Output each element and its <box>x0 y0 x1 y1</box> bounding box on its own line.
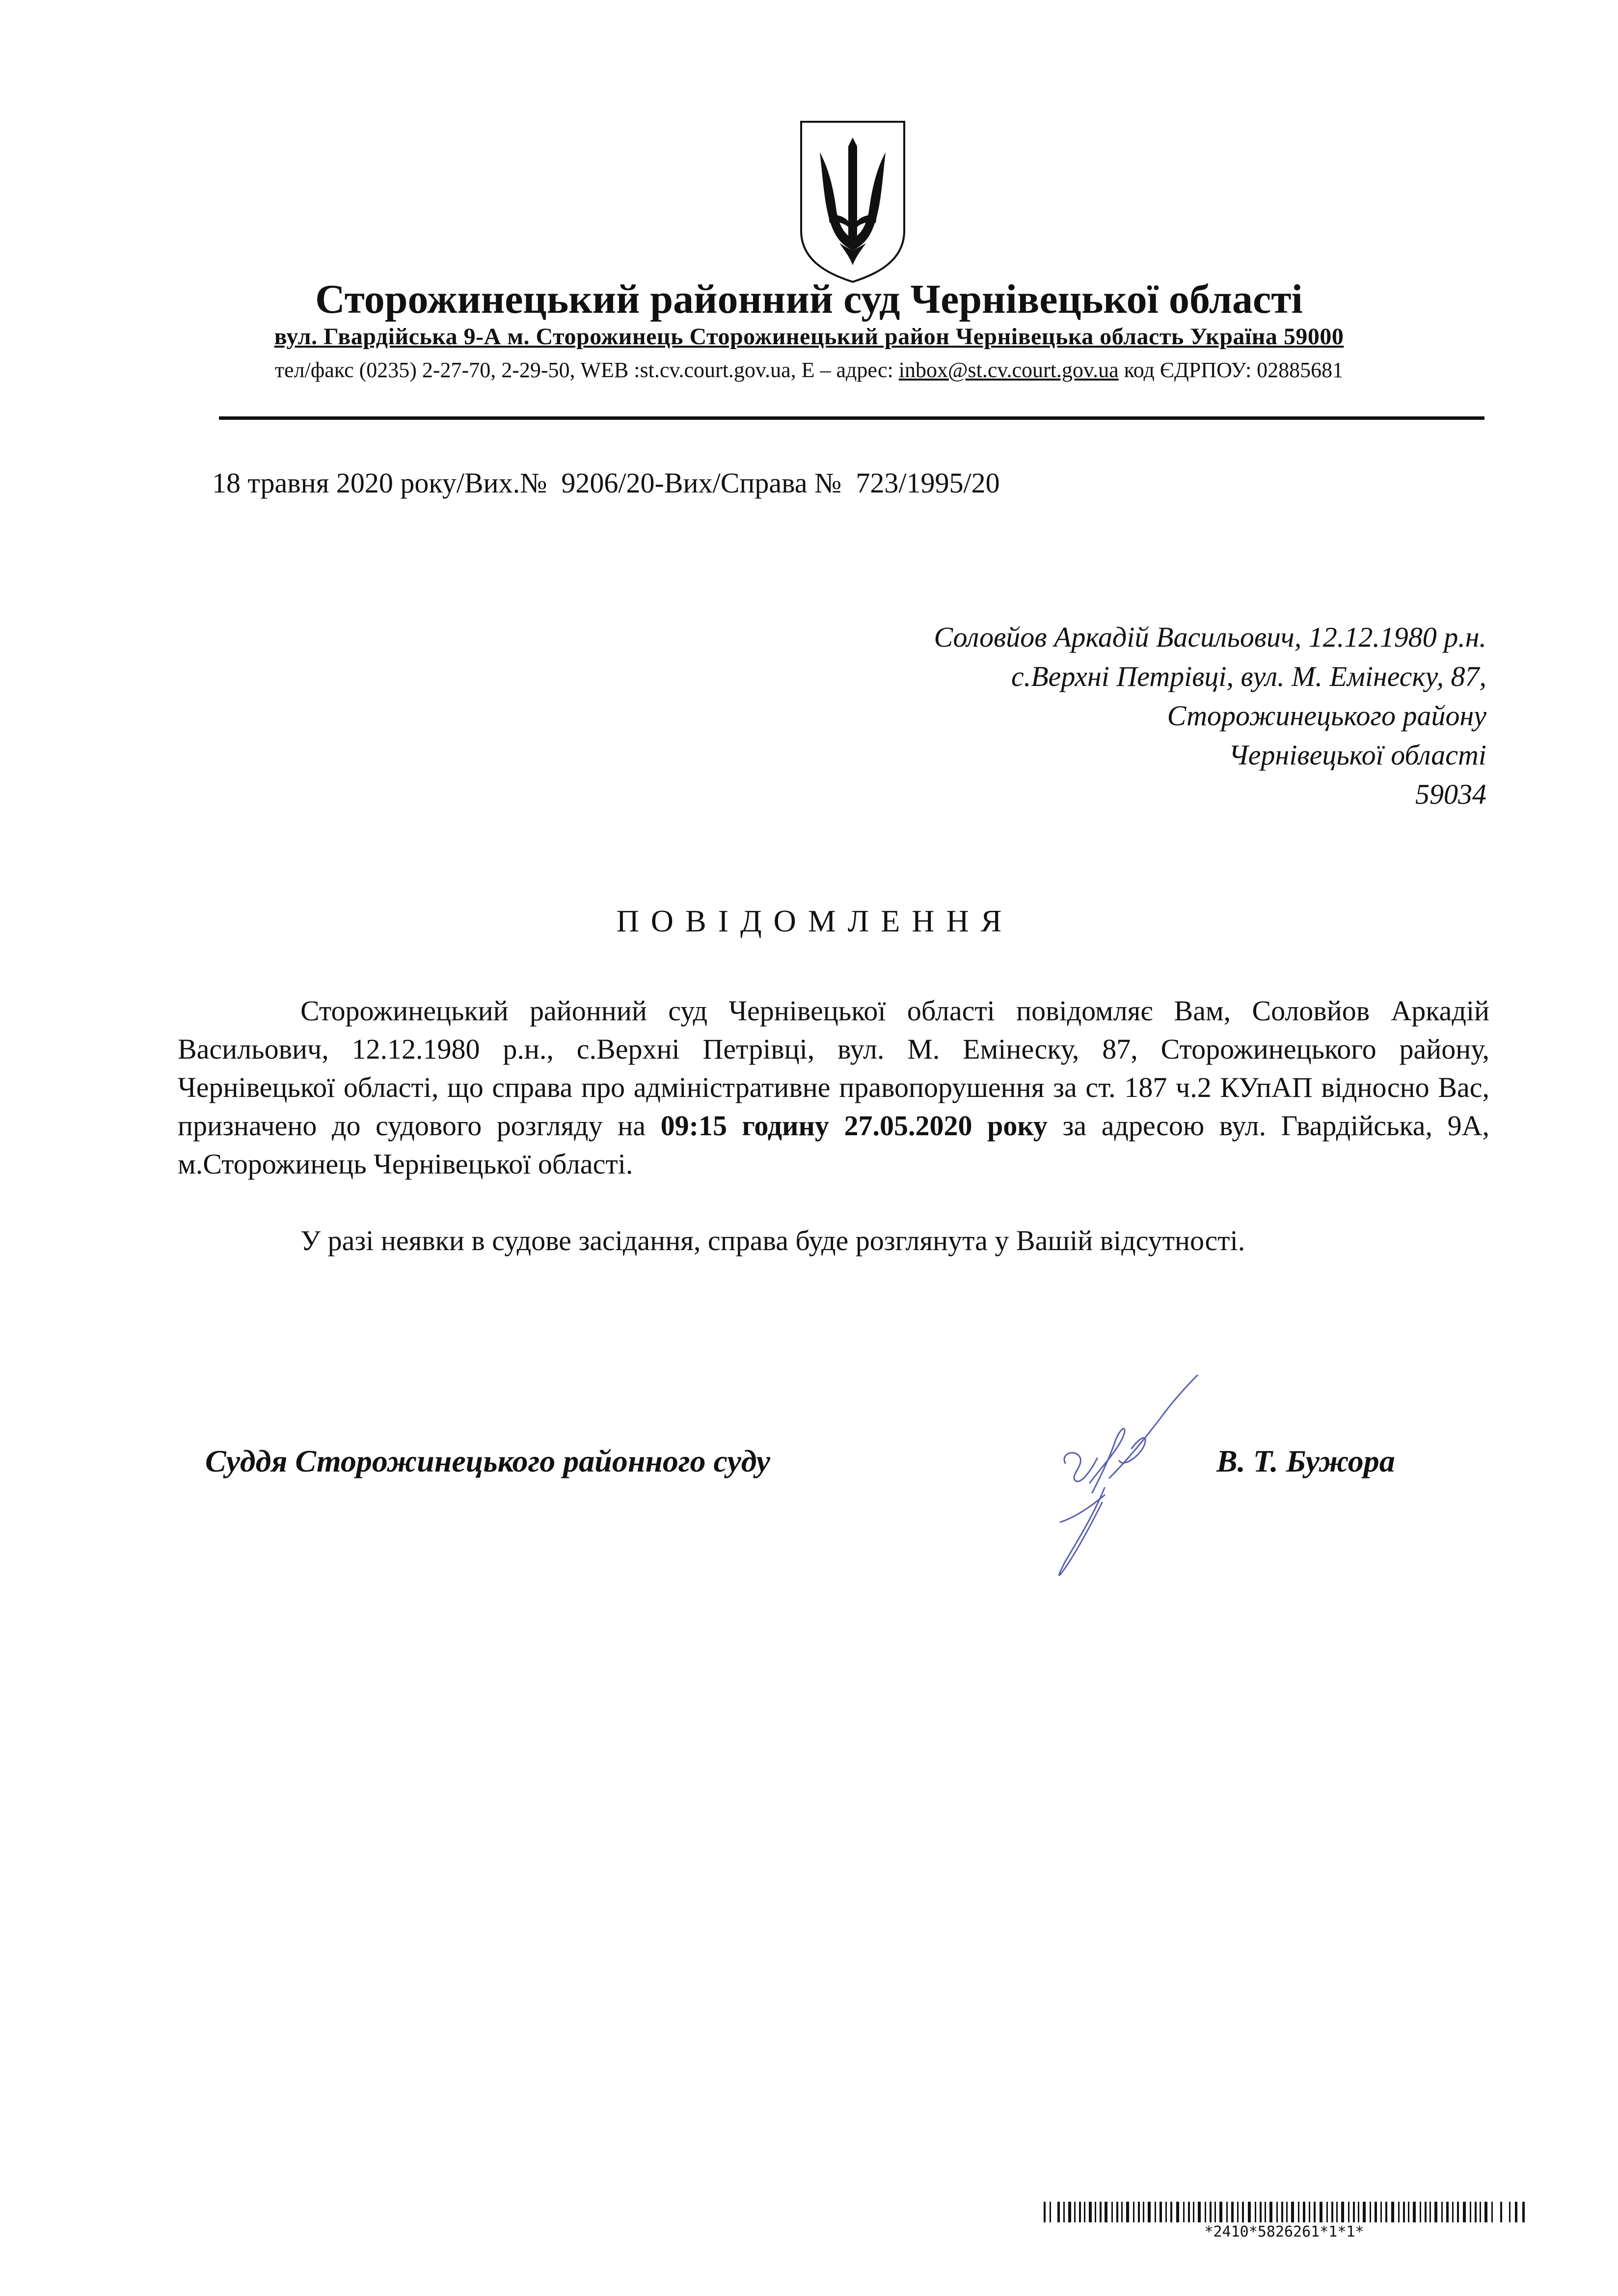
body-text-start: Сторожинецький районний суд Чернівецької області повідомляє Вам, Соловйов Аркадій Васильович, 12.12.1980 р.н., с.Верхні Петрівці, вул. М. Емінеску, 87, Сторожинецького району, Чернівецької області, що справа про адміністративне правопорушення за ст. 187 ч.2 КУпАП відносно Вас, призначено до судового розгляду на <box>178 995 1489 1142</box>
addressee-line: Чернівецької області <box>1228 739 1486 771</box>
trident-coat-of-arms-icon <box>794 118 911 285</box>
court-address: вул. Гвардійська 9-А м. Сторожинець Сторожинецький район Чернівецька область Україна 59000 <box>274 324 1344 350</box>
document-title: ПОВІДОМЛЕННЯ <box>616 903 1014 938</box>
body-text-end: за адресою вул. Гвардійська, 9А, м.Сторожинець Чернівецької області. <box>178 1110 1489 1180</box>
body-paragraph <box>178 992 1489 1183</box>
addressee-block <box>652 618 1486 814</box>
addressee-line: Сторожинецького району <box>1167 700 1486 732</box>
body-paragraph: У разі неявки в судове засідання, справа буде розглянута у Вашій відсутності. <box>300 1225 1245 1257</box>
judge-title: Суддя Сторожинецького районного суду <box>205 1444 771 1478</box>
addressee-line: 59034 <box>1415 778 1486 810</box>
court-name: Сторожинецький районний суд Чернівецької області <box>315 276 1303 322</box>
judge-name: В. Т. Бужора <box>1216 1444 1395 1478</box>
notice-body <box>178 992 1489 1260</box>
barcode-number: *2410*5826261*1*1* <box>1204 2223 1364 2241</box>
reference-line: 18 травня 2020 року/Вих.№ 9206/20-Вих/Справа № 723/1995/20 <box>212 467 1000 499</box>
addressee-line: с.Верхні Петрівці, вул. М. Емінеску, 87, <box>1011 660 1486 692</box>
barcode-image <box>1044 2202 1525 2222</box>
court-email-link[interactable]: inbox@st.cv.court.gov.ua <box>898 358 1119 382</box>
contacts-prefix: тел/факс (0235) 2-27-70, 2-29-50, WEB :st.cv.court.gov.ua, E – адрес: <box>274 358 899 382</box>
contacts-suffix: код ЄДРПОУ: 02885681 <box>1118 358 1344 382</box>
hearing-datetime: 09:15 годину 27.05.2020 року <box>660 1110 1048 1142</box>
court-contacts <box>0 356 1618 384</box>
handwritten-signature <box>992 1375 1267 1591</box>
header-divider <box>219 416 1484 420</box>
addressee-line: Соловйов Аркадій Васильович, 12.12.1980 р.н. <box>934 621 1486 653</box>
